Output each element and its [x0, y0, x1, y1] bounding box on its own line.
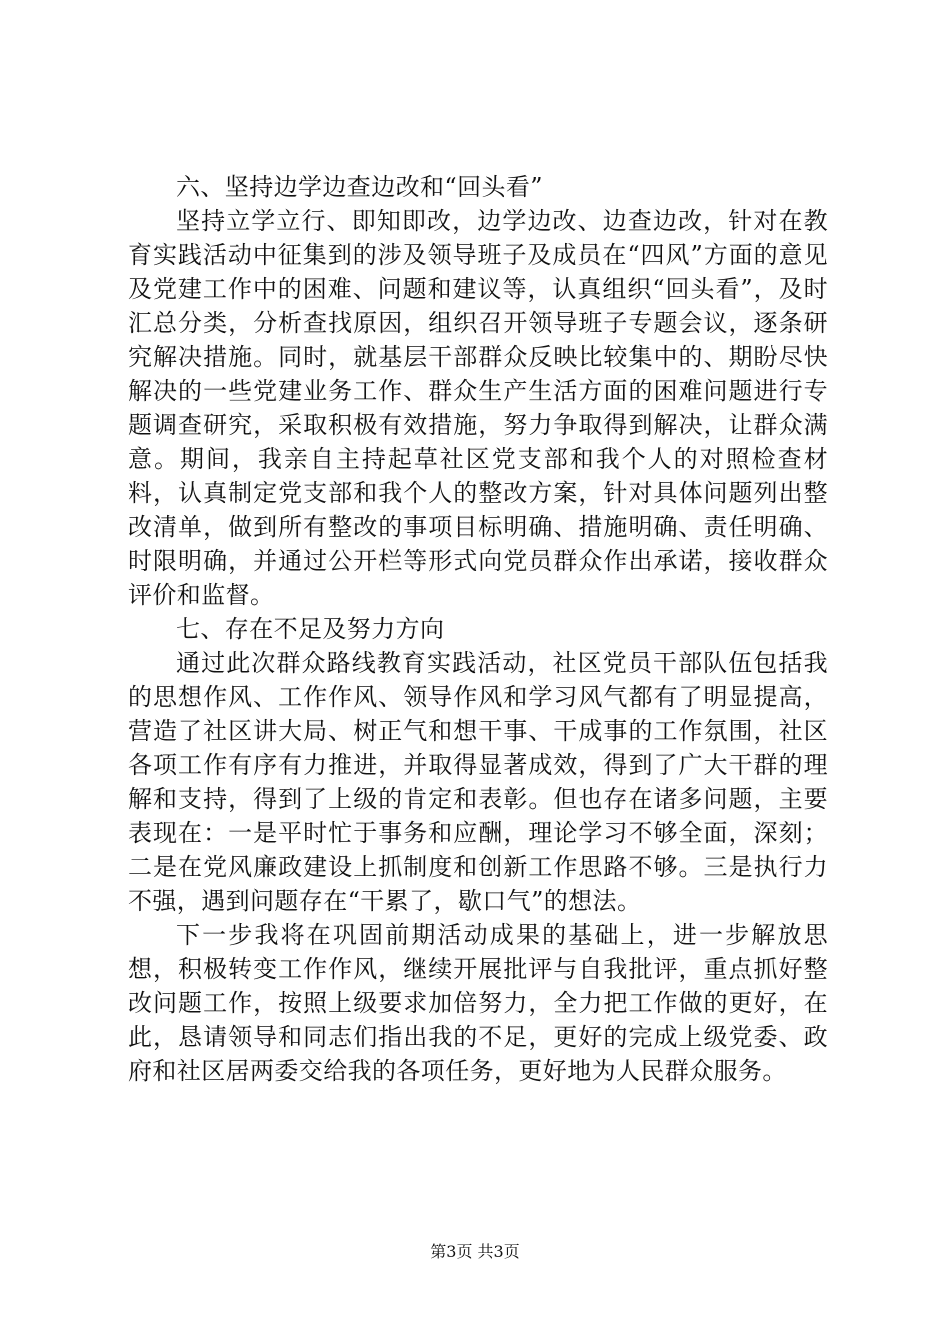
- section-heading-seven: 七、存在不足及努力方向: [176, 615, 445, 643]
- section-seven-paragraph-2: 下一步我将在巩固前期活动成果的基础上，进一步解放思想，积极转变工作作风，继续开展批评与自我批评，重点抓好整改问题工作，按照上级要求加倍努力，全力把工作做的更好，在此，恳请领导和同志们指出我的不足，更好的完成上级党委、政府和社区居两委交给我的各项任务，更好地为人民群众服务。: [128, 921, 828, 1085]
- page-number-footer: 第3页 共3页: [430, 1242, 520, 1261]
- section-seven-paragraph-1: 通过此次群众路线教育实践活动，社区党员干部队伍包括我的思想作风、工作作风、领导作风和学习风气都有了明显提高，营造了社区讲大局、树正气和想干事、干成事的工作氛围，社区各项工作有序有力推进，并取得显著成效，得到了广大干群的理解和支持，得到了上级的肯定和表彰。但也存在诸多问题，主要表现在：一是平时忙于事务和应酬，理论学习不够全面，深刻；二是在党风廉政建设上抓制度和创新工作思路不够。三是执行力不强，遇到问题存在“干累了，歇口气”的想法。: [128, 649, 828, 915]
- section-heading-six: 六、坚持边学边查边改和“回头看”: [176, 173, 543, 201]
- document-body: [128, 170, 828, 1088]
- section-six-paragraph: 坚持立学立行、即知即改，边学边改、边查边改，针对在教育实践活动中征集到的涉及领导班子及成员在“四风”方面的意见及党建工作中的困难、问题和建议等，认真组织“回头看”，及时汇总分类，分析查找原因，组织召开领导班子专题会议，逐条研究解决措施。同时，就基层干部群众反映比较集中的、期盼尽快解决的一些党建业务工作、群众生产生活方面的困难问题进行专题调查研究，采取积极有效措施，努力争取得到解决，让群众满意。期间，我亲自主持起草社区党支部和我个人的对照检查材料，认真制定党支部和我个人的整改方案，针对具体问题列出整改清单，做到所有整改的事项目标明确、措施明确、责任明确、时限明确，并通过公开栏等形式向党员群众作出承诺，接收群众评价和监督。: [128, 207, 828, 609]
